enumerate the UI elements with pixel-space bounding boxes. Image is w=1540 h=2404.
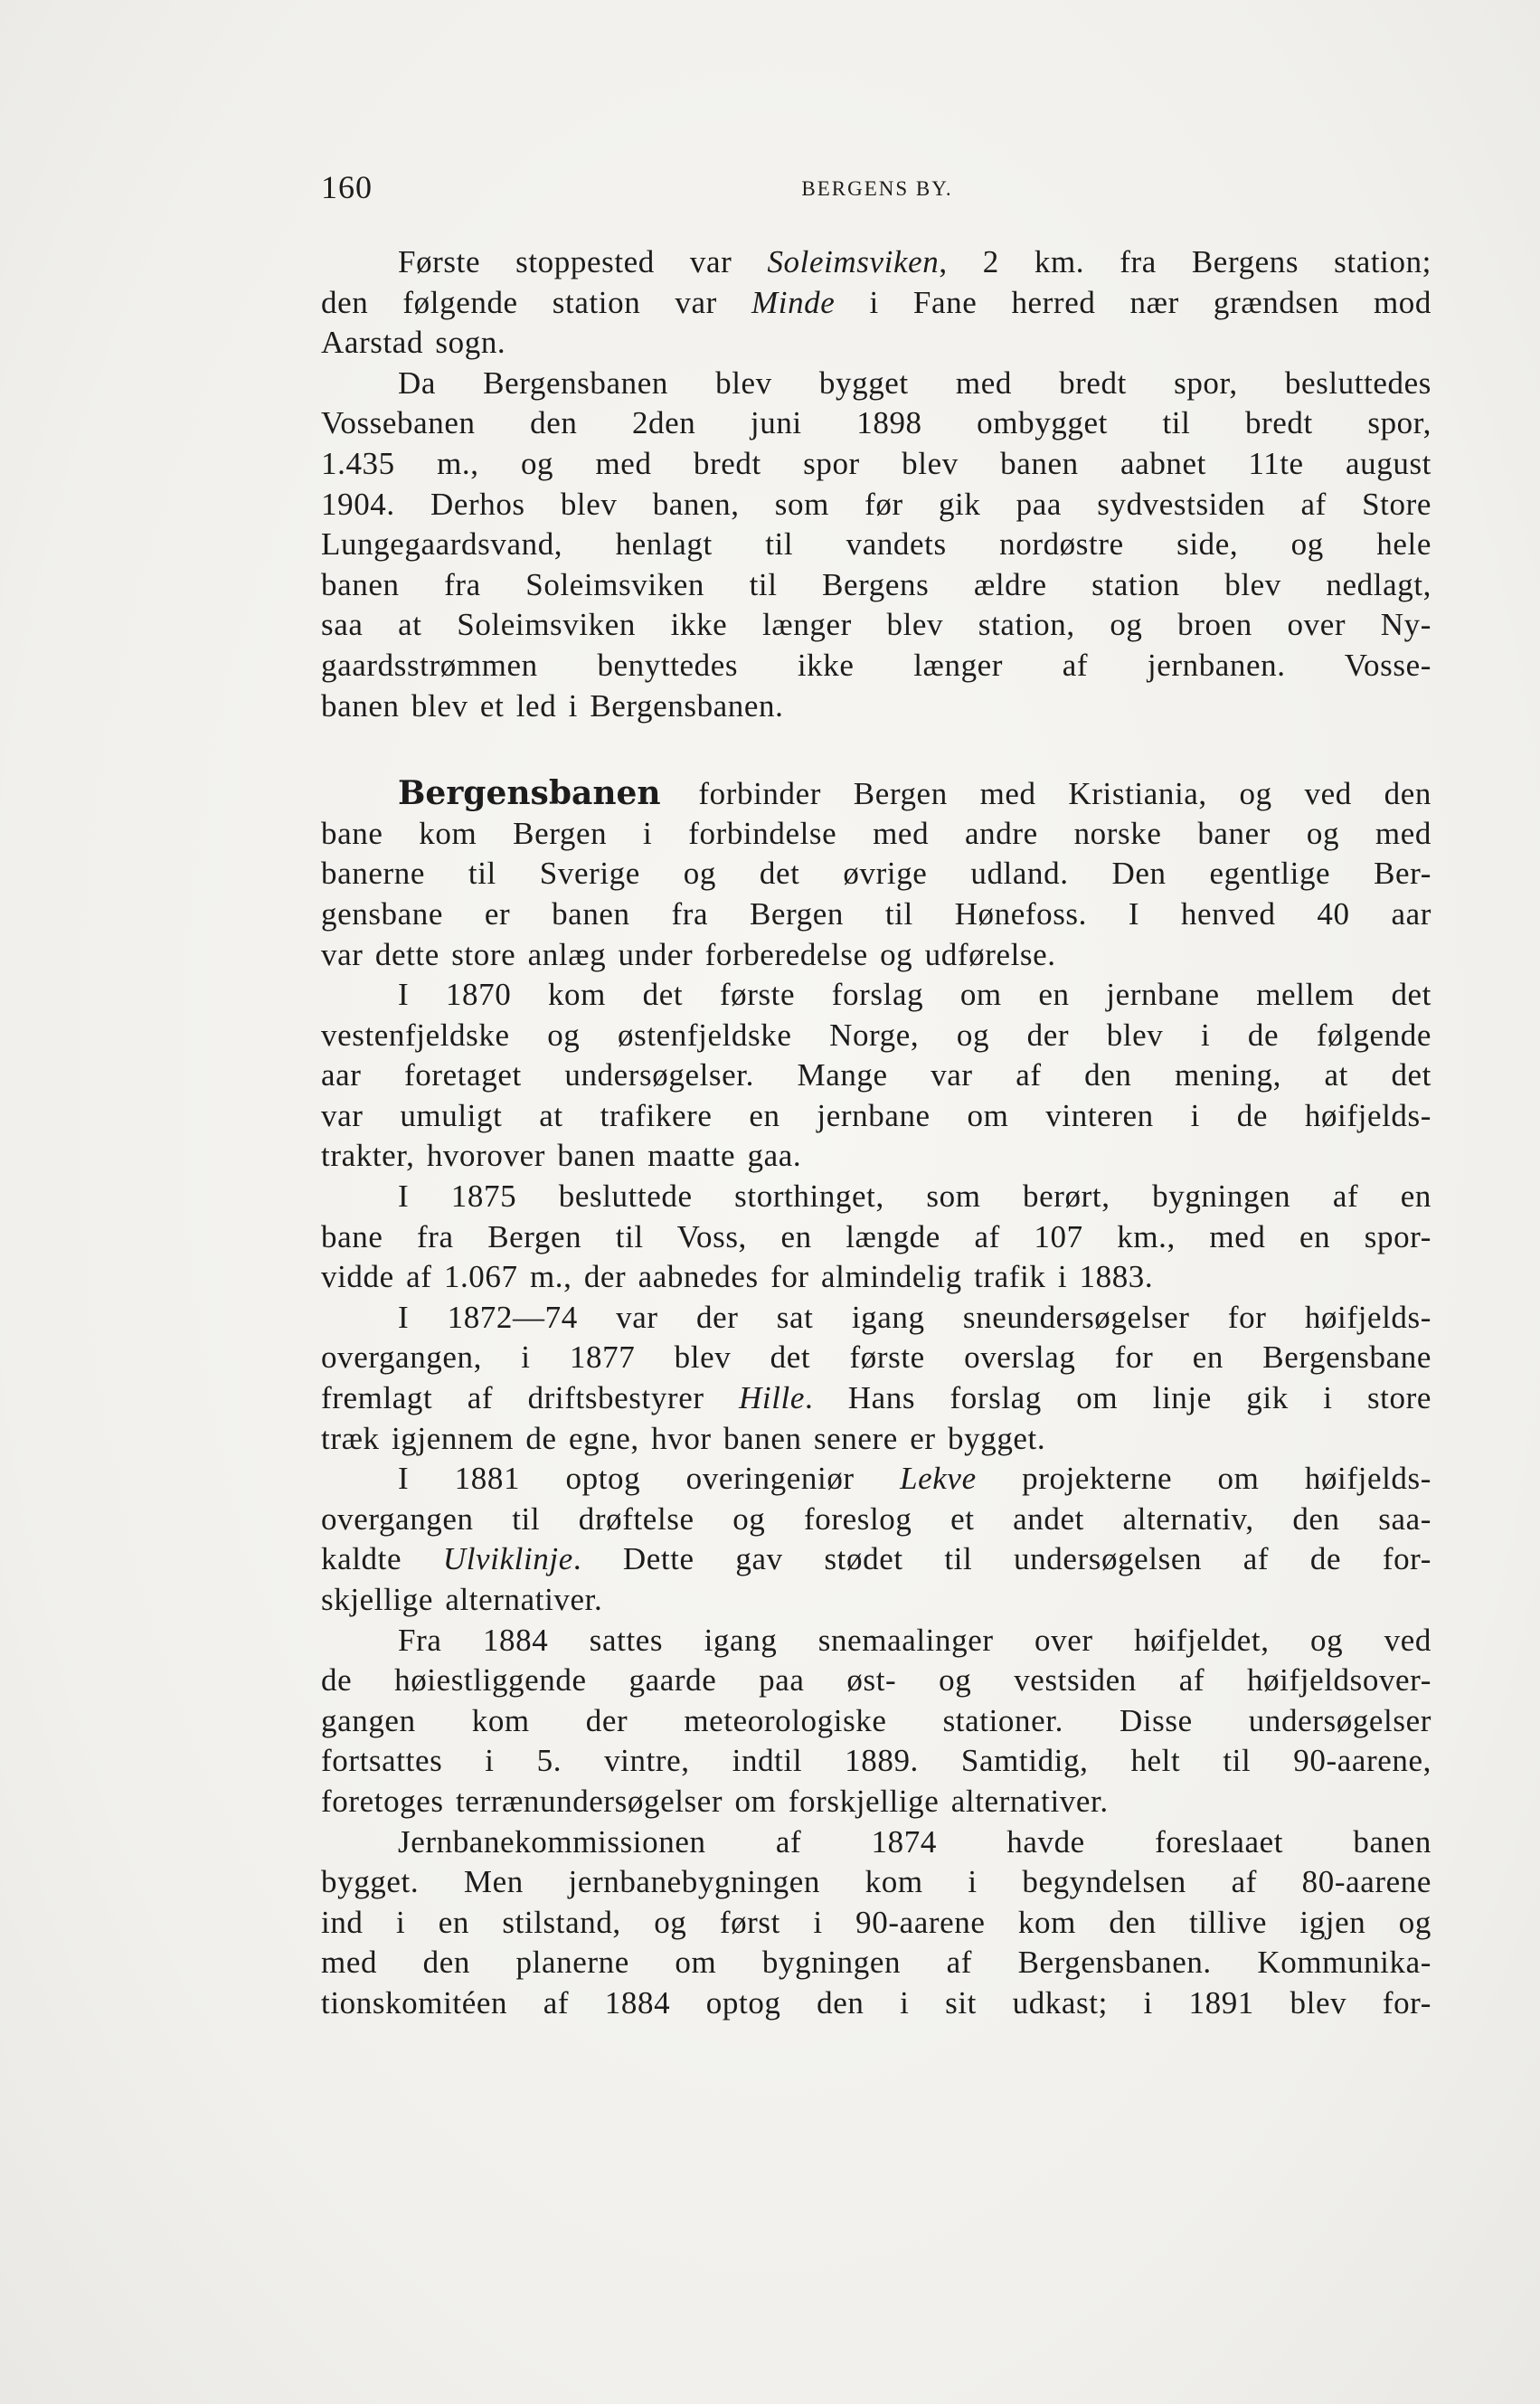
- text-run: bane fra Bergen til Voss, en længde af 107 km., med en spor-: [321, 1218, 1431, 1254]
- text-run: 1.435 m., og med bredt spor blev banen aabnet 11te august: [321, 445, 1431, 481]
- text-line: [321, 1983, 1431, 2024]
- text-line: [321, 403, 1431, 444]
- text-line: [321, 1621, 1431, 1661]
- text-run: . Hans forslag om linje gik i store: [804, 1380, 1431, 1416]
- text-run: Jernbanekommissionen af 1874 havde foreslaaet banen: [398, 1823, 1431, 1860]
- text-run: aar foretaget undersøgelser. Mange var af den mening, at det: [321, 1057, 1431, 1093]
- text-line: [321, 773, 1431, 814]
- text-line: [321, 1016, 1431, 1056]
- text-line: [321, 686, 1431, 727]
- text-run: bygget. Men jernbanebygningen kom i begyndelsen af 80-aarene: [321, 1864, 1431, 1900]
- text-line: [321, 1943, 1431, 1983]
- text-run: træk igjennem de egne, hvor banen senere er bygget.: [321, 1420, 1046, 1456]
- text-run: tionskomitéen af 1884 optog den i sit udkast; i 1891 blev for-: [321, 1984, 1431, 2021]
- text-run: gangen kom der meteorologiske stationer. Disse undersøgelser: [321, 1702, 1431, 1738]
- text-run: Fra 1884 sattes igang snemaalinger over høifjeldet, og ved: [398, 1622, 1431, 1658]
- text-run: saa at Soleimsviken ikke længer blev station, og broen over Ny-: [321, 607, 1431, 643]
- text-run: den følgende station var: [321, 284, 751, 320]
- text-line: [321, 364, 1431, 404]
- text-line: [321, 1257, 1431, 1298]
- italic-term: Lekve: [900, 1461, 977, 1497]
- text-run: I 1881 optog overingeniør: [398, 1461, 901, 1497]
- text-line: [321, 1701, 1431, 1742]
- text-run: gaardsstrømmen benyttedes ikke længer af jernbanen. Vosse-: [321, 647, 1431, 683]
- text-line: [321, 1217, 1431, 1258]
- text-run: trakter, hvorover banen maatte gaa.: [321, 1138, 802, 1174]
- text-run: var umuligt at trafikere en jernbane om vinteren i de høifjelds-: [321, 1097, 1431, 1133]
- text-run: foretoges terrænundersøgelser om forskjellige alternativer.: [321, 1783, 1109, 1819]
- text-line: [321, 1903, 1431, 1944]
- italic-term: Minde: [751, 284, 836, 320]
- text-line: [321, 894, 1431, 935]
- text-line: [321, 1055, 1431, 1096]
- text-run: banen fra Soleimsviken til Bergens ældre station blev nedlagt,: [321, 566, 1431, 602]
- text-run: Lungegaardsvand, henlagt til vandets nordøstre side, og hele: [321, 526, 1431, 563]
- text-run: fremlagt af driftsbestyrer: [321, 1380, 739, 1416]
- text-line: [321, 1136, 1431, 1177]
- text-run: i Fane herred nær grændsen mod: [835, 284, 1431, 320]
- text-line: [321, 485, 1431, 525]
- italic-term: Ulviklinje: [442, 1541, 573, 1577]
- text-line: [321, 1782, 1431, 1822]
- text-run: kaldte: [321, 1541, 443, 1577]
- text-line: [321, 1500, 1431, 1540]
- text-run: . Dette gav stødet til undersøgelsen af de for-: [572, 1541, 1431, 1577]
- page-header: [321, 168, 1433, 213]
- text-line: [321, 1177, 1431, 1217]
- page-number: 160: [321, 169, 373, 205]
- text-line: [321, 565, 1431, 606]
- text-line: [321, 1539, 1431, 1580]
- text-line: [321, 1580, 1431, 1621]
- text-run: banen blev et led i Bergensbanen.: [321, 687, 784, 724]
- text-run: var dette store anlæg under forberedelse og udførelse.: [321, 936, 1056, 972]
- text-run: overgangen, i 1877 blev det første overslag for en Bergensbane: [321, 1339, 1431, 1376]
- text-run: fortsattes i 5. vintre, indtil 1889. Samtidig, helt til 90-aarene,: [321, 1743, 1431, 1779]
- text-line: [321, 814, 1431, 855]
- text-run: de høiestliggende gaarde paa øst- og vestsiden af høifjeldsover-: [321, 1662, 1431, 1699]
- text-run: Aarstad sogn.: [321, 325, 506, 361]
- text-run: banerne til Sverige og det øvrige udland. Den egentlige Ber-: [321, 856, 1431, 892]
- text-line: [321, 646, 1431, 686]
- text-run: I 1872—74 var der sat igang sneundersøgelser for høifjelds-: [398, 1299, 1431, 1335]
- text-line: [321, 1096, 1431, 1137]
- text-line: [321, 525, 1431, 565]
- text-line: [321, 1378, 1431, 1419]
- text-run: vestenfjeldske og østenfjeldske Norge, og der blev i de følgende: [321, 1017, 1431, 1053]
- text-line: [321, 1862, 1431, 1903]
- text-run: 1904. Derhos blev banen, som før gik paa sydvestsiden af Store: [321, 486, 1431, 522]
- text-run: Da Bergensbanen blev bygget med bredt spor, besluttedes: [398, 364, 1431, 401]
- text-line: [321, 1822, 1431, 1863]
- section-lead-word: Bergensbanen: [398, 774, 661, 813]
- text-line: [321, 605, 1431, 646]
- text-run: med den planerne om bygningen af Bergensbanen. Kommunika-: [321, 1945, 1431, 1981]
- text-line: [321, 1459, 1431, 1500]
- body-text: [321, 242, 1431, 2024]
- text-line: [321, 444, 1431, 485]
- running-title: BERGENS BY.: [801, 177, 953, 200]
- italic-term: Hille: [739, 1380, 805, 1416]
- italic-term: Soleimsviken: [767, 244, 940, 279]
- text-run: bane kom Bergen i forbindelse med andre norske baner og med: [321, 815, 1431, 851]
- text-line: [321, 1741, 1431, 1782]
- text-line: [321, 854, 1431, 894]
- text-line: [321, 1419, 1431, 1460]
- text-run: skjellige alternativer.: [321, 1582, 603, 1617]
- text-run: vidde af 1.067 m., der aabnedes for almindelig trafik i 1883.: [321, 1259, 1154, 1295]
- text-run: ind i en stilstand, og først i 90-aarene kom den tillive igjen og: [321, 1904, 1431, 1940]
- section-gap: [321, 726, 1431, 773]
- text-line: [321, 242, 1431, 283]
- text-line: [321, 1298, 1431, 1339]
- text-line: [321, 283, 1431, 324]
- text-line: [321, 1338, 1431, 1378]
- text-run: , 2 km. fra Bergens station;: [939, 244, 1432, 279]
- text-line: [321, 1661, 1431, 1701]
- text-run: projekterne om høifjelds-: [976, 1461, 1431, 1497]
- text-run: forbinder Bergen med Kristiania, og ved den: [666, 776, 1431, 812]
- text-run: Vossebanen den 2den juni 1898 ombygget til bredt spor,: [321, 405, 1431, 441]
- text-line: [321, 975, 1431, 1016]
- text-run: gensbane er banen fra Bergen til Hønefoss. I henved 40 aar: [321, 895, 1431, 932]
- text-line: [321, 935, 1431, 976]
- text-run: I 1870 kom det første forslag om en jernbane mellem det: [398, 977, 1431, 1013]
- text-run: I 1875 besluttede storthinget, som berørt, bygningen af en: [398, 1178, 1431, 1215]
- text-run: Første stoppested var: [398, 244, 768, 279]
- text-line: [321, 323, 1431, 364]
- text-run: overgangen til drøftelse og foreslog et andet alternativ, den saa-: [321, 1500, 1431, 1537]
